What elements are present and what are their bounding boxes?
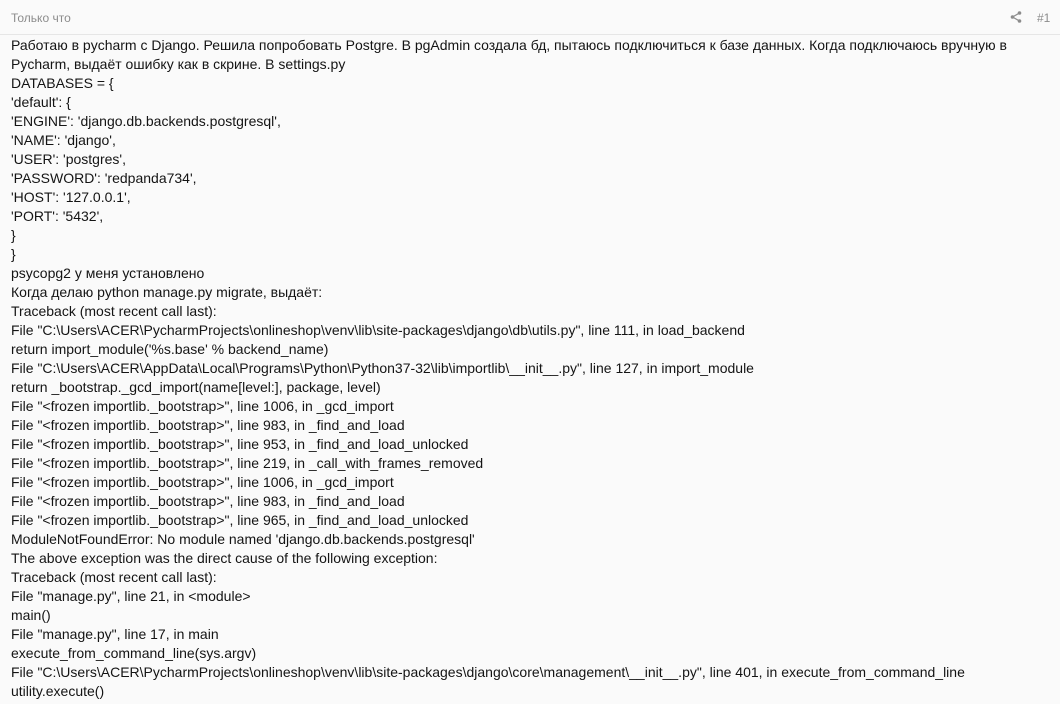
post-line: return import_module('%s.base' % backend_name) (11, 341, 329, 357)
post-line: 'ENGINE': 'django.db.backends.postgresql', (11, 113, 281, 129)
post-line: File "<frozen importlib._bootstrap>", line 983, in _find_and_load (11, 493, 405, 509)
post-line: } (11, 227, 16, 243)
post-line: File "C:\Users\ACER\PycharmProjects\onlineshop\venv\lib\site-packages\django\db\utils.py", line 111, in load_backend (11, 322, 745, 338)
share-icon[interactable] (1009, 10, 1023, 24)
post-line: Traceback (most recent call last): (11, 569, 217, 585)
post-body (11, 36, 1041, 701)
post-line: } (11, 246, 16, 262)
post-line: main() (11, 607, 51, 623)
post-line: DATABASES = { (11, 75, 114, 91)
post-timestamp: Только что (11, 11, 71, 25)
post-line: File "<frozen importlib._bootstrap>", line 983, in _find_and_load (11, 417, 405, 433)
post-line: File "C:\Users\ACER\PycharmProjects\onlineshop\venv\lib\site-packages\django\core\management\__init__.py", line 401, in execute_from_command_line (11, 664, 965, 680)
post-line: File "manage.py", line 17, in main (11, 626, 219, 642)
post-line: The above exception was the direct cause of the following exception: (11, 550, 438, 566)
post-line: 'PORT': '5432', (11, 208, 104, 224)
post-line: Traceback (most recent call last): (11, 303, 217, 319)
post-line: File "<frozen importlib._bootstrap>", line 1006, in _gcd_import (11, 474, 394, 490)
post-line: File "manage.py", line 21, in <module> (11, 588, 251, 604)
post-line: 'PASSWORD': 'redpanda734', (11, 170, 197, 186)
post-line: File "<frozen importlib._bootstrap>", line 219, in _call_with_frames_removed (11, 455, 484, 471)
post-line: execute_from_command_line(sys.argv) (11, 645, 257, 661)
post-line: ModuleNotFoundError: No module named 'django.db.backends.postgresql' (11, 531, 475, 547)
post-line: File "<frozen importlib._bootstrap>", line 953, in _find_and_load_unlocked (11, 436, 469, 452)
post-line: 'NAME': 'django', (11, 132, 116, 148)
post-line: 'HOST': '127.0.0.1', (11, 189, 131, 205)
post-line: File "<frozen importlib._bootstrap>", line 965, in _find_and_load_unlocked (11, 512, 469, 528)
post-line: 'default': { (11, 94, 71, 110)
post-line: File "<frozen importlib._bootstrap>", line 1006, in _gcd_import (11, 398, 394, 414)
post-number-link[interactable]: #1 (1037, 11, 1051, 25)
post-line: 'USER': 'postgres', (11, 151, 126, 167)
post-line: return _bootstrap._gcd_import(name[level:], package, level) (11, 379, 381, 395)
post-intro-text: Работаю в pycharm с Django. Решила попробовать Postgre. В pgAdmin создала бд, пытаюсь подключиться к базе данных. Когда подключаюсь вручную в Pycharm, выдаёт ошибку как в скрине. В settings.py (11, 37, 1007, 72)
post-line: Когда делаю python manage.py migrate, выдаёт: (11, 284, 323, 300)
post-line: File "C:\Users\ACER\AppData\Local\Programs\Python\Python37-32\lib\importlib\__init__.py", line 127, in import_module (11, 360, 754, 376)
post-line: psycopg2 у меня установлено (11, 265, 205, 281)
post-header (0, 0, 1060, 35)
post-line: utility.execute() (11, 683, 105, 699)
